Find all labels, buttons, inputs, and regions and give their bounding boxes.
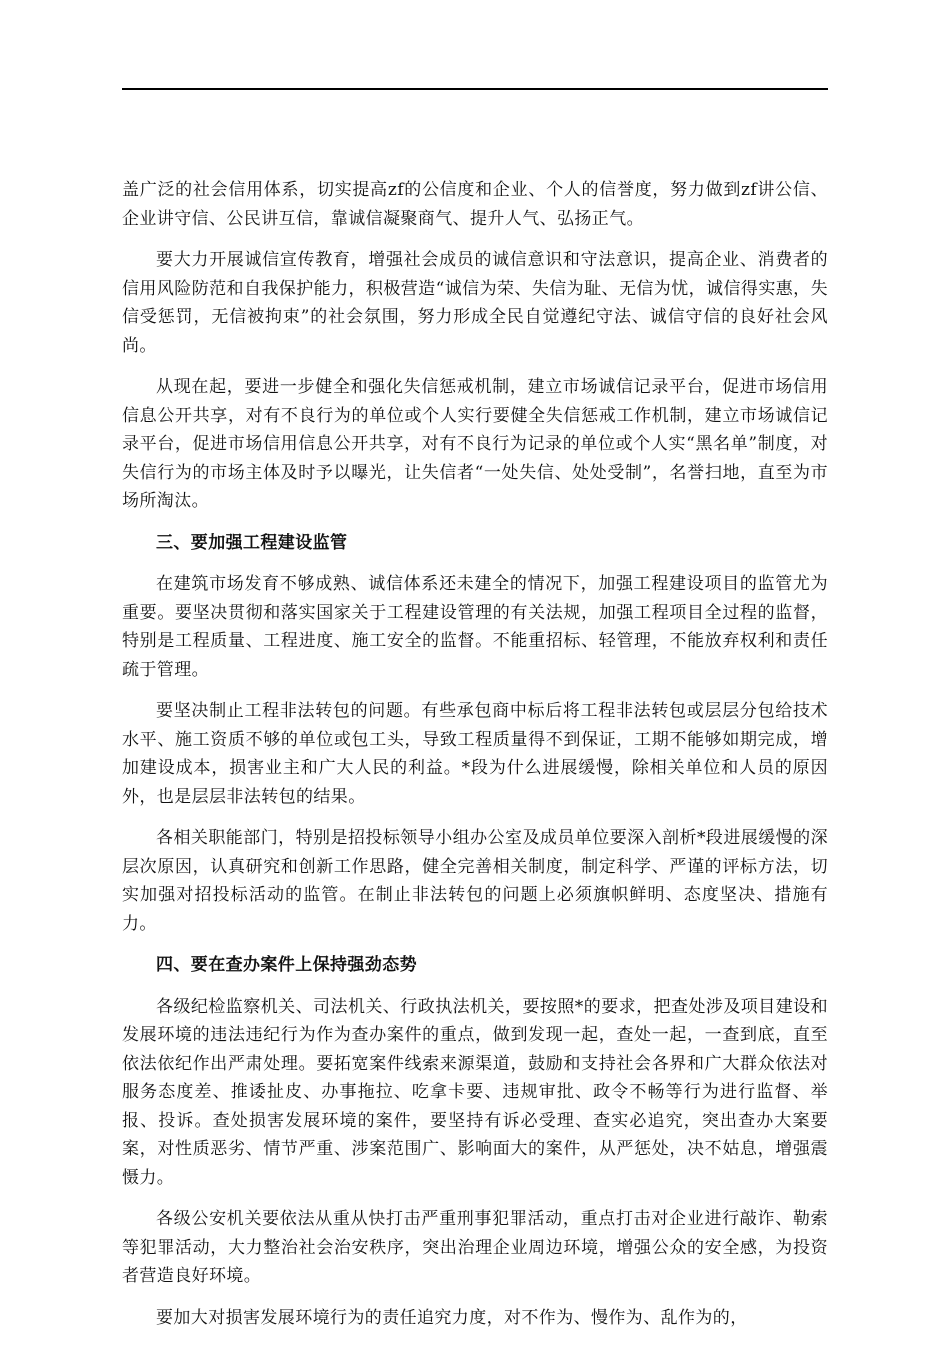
paragraph: 要大力开展诚信宣传教育，增强社会成员的诚信意识和守法意识，提高企业、消费者的信用风险防范和自我保护能力，积极营造“诚信为荣、失信为耻、无信为忧，诚信得实惠，失信受惩罚，无信被拘束”的社会氛围，努力形成全民自觉遵纪守法、诚信守信的良好社会风尚。: [122, 250, 828, 356]
paragraph: 各级公安机关要依法从重从快打击严重刑事犯罪活动，重点打击对企业进行敲诈、勒索等犯罪活动，大力整治社会治安秩序，突出治理企业周边环境，增强公众的安全感，为投资者营造良好环境。: [122, 1209, 828, 1286]
section-heading: 三、要加强工程建设监管: [156, 532, 348, 553]
paragraph: 要加大对损害发展环境行为的责任追究力度，对不作为、慢作为、乱作为的，: [156, 1307, 748, 1328]
paragraph: 盖广泛的社会信用体系，切实提高zf的公信度和企业、个人的信誉度，努力做到zf讲公信、企业讲守信、公民讲互信，靠诚信凝聚商气、提升人气、弘扬正气。: [122, 180, 828, 229]
section-heading: 四、要在查办案件上保持强劲态势: [156, 955, 417, 975]
document-body: [122, 176, 828, 1345]
paragraph: 各相关职能部门，特别是招投标领导小组办公室及成员单位要深入剖析*段进展缓慢的深层次原因，认真研究和创新工作思路，健全完善相关制度，制定科学、严谨的评标方法，切实加强对招投标活动的监管。在制止非法转包的问题上必须旗帜鲜明、态度坚决、措施有力。: [122, 828, 828, 934]
header-rule: [122, 88, 828, 90]
paragraph: 从现在起，要进一步健全和强化失信惩戒机制，建立市场诚信记录平台，促进市场信用信息公开共享，对有不良行为的单位或个人实行要健全失信惩戒工作机制，建立市场诚信记录平台，促进市场信用信息公开共享，对有不良行为记录的单位或个人实“黑名单”制度，对失信行为的市场主体及时予以曝光，让失信者“一处失信、处处受制”，名誉扫地，直至为市场所淘汰。: [122, 377, 828, 511]
paragraph: 各级纪检监察机关、司法机关、行政执法机关，要按照*的要求，把查处涉及项目建设和发展环境的违法违纪行为作为查办案件的重点，做到发现一起，查处一起，一查到底，直至依法依纪作出严肃处理。要拓宽案件线索来源渠道，鼓励和支持社会各界和广大群众依法对服务态度差、推诿扯皮、办事拖拉、吃拿卡要、违规审批、政令不畅等行为进行监督、举报、投诉。查处损害发展环境的案件，要坚持有诉必受理、查实必追究，突出查办大案要案，对性质恶劣、情节严重、涉案范围广、影响面大的案件，从严惩处，决不姑息，增强震慑力。: [122, 996, 828, 1188]
paragraph: 要坚决制止工程非法转包的问题。有些承包商中标后将工程非法转包或层层分包给技术水平、施工资质不够的单位或包工头，导致工程质量得不到保证，工期不能够如期完成，增加建设成本，损害业主和广大人民的利益。*段为什么进展缓慢，除相关单位和人员的原因外，也是层层非法转包的结果。: [122, 701, 828, 807]
paragraph: 在建筑市场发育不够成熟、诚信体系还未建全的情况下，加强工程建设项目的监管尤为重要。要坚决贯彻和落实国家关于工程建设管理的有关法规，加强工程项目全过程的监督，特别是工程质量、工程进度、施工安全的监督。不能重招标、轻管理，不能放弃权利和责任疏于管理。: [122, 574, 828, 680]
